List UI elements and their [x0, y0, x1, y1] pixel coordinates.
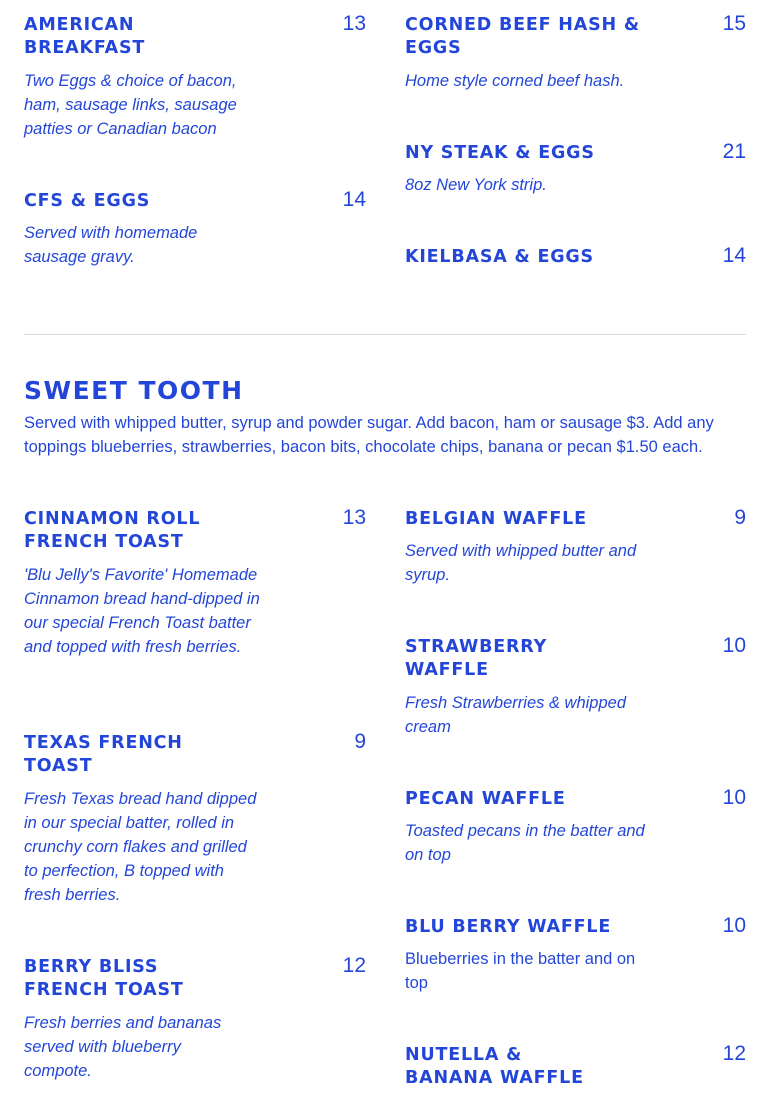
item-name: STRAWBERRY WAFFLE	[405, 637, 548, 680]
item-price: 9	[354, 730, 366, 753]
item-price: 21	[722, 140, 746, 163]
item-description: Fresh Strawberries & whipped cream	[405, 694, 627, 736]
item-price: 10	[722, 634, 746, 657]
item-price: 14	[722, 244, 746, 267]
item-price: 12	[342, 954, 366, 977]
item-price: 15	[722, 12, 746, 35]
item-description: Fresh berries and bananas served with blueberry compote.	[24, 1014, 222, 1080]
item-name: NY STEAK & EGGS	[405, 143, 595, 163]
section-title: SWEET TOOTH	[24, 376, 244, 405]
item-description: 'Blu Jelly's Favorite' Homemade Cinnamon bread hand-dipped in our special French Toast batter and topped with fresh berries.	[24, 566, 260, 656]
item-price: 9	[734, 506, 746, 529]
item-description: Toasted pecans in the batter and on top	[405, 822, 645, 864]
item-name: KIELBASA & EGGS	[405, 247, 594, 267]
item-description: Served with homemade sausage gravy.	[24, 224, 198, 266]
item-name: PECAN WAFFLE	[405, 789, 566, 809]
item-name: CFS & EGGS	[24, 191, 151, 211]
item-name: AMERICAN BREAKFAST	[24, 15, 146, 58]
item-price: 10	[722, 786, 746, 809]
item-price: 13	[342, 12, 366, 35]
item-description: Home style corned beef hash.	[405, 72, 625, 90]
item-name: CINNAMON ROLL FRENCH TOAST	[24, 509, 201, 552]
item-name: NUTELLA & BANANA WAFFLE	[405, 1045, 584, 1088]
item-description: Fresh Texas bread hand dipped in our special batter, rolled in crunchy corn flakes and grilled to perfection, B topped with fresh berries.	[24, 790, 257, 904]
section-note: Served with whipped butter, syrup and powder sugar. Add bacon, ham or sausage $3. Add any toppings blueberries, strawberries, bacon bits, chocolate chips, banana or pecan $1.50 each.	[24, 414, 714, 456]
item-name: TEXAS FRENCH TOAST	[24, 733, 183, 776]
section-divider	[24, 334, 746, 335]
item-description: Blueberries in the batter and on top	[405, 950, 636, 992]
item-price: 10	[722, 914, 746, 937]
item-price: 13	[342, 506, 366, 529]
item-description: Two Eggs & choice of bacon, ham, sausage links, sausage patties or Canadian bacon	[24, 72, 237, 138]
item-price: 12	[722, 1042, 746, 1065]
item-name: BELGIAN WAFFLE	[405, 509, 587, 529]
item-description: Served with whipped butter and syrup.	[405, 542, 637, 584]
item-price: 14	[342, 188, 366, 211]
item-name: BLU BERRY WAFFLE	[405, 917, 612, 937]
item-description: 8oz New York strip.	[405, 176, 547, 194]
item-name: BERRY BLISS FRENCH TOAST	[24, 957, 184, 1000]
item-name: CORNED BEEF HASH & EGGS	[405, 15, 640, 58]
